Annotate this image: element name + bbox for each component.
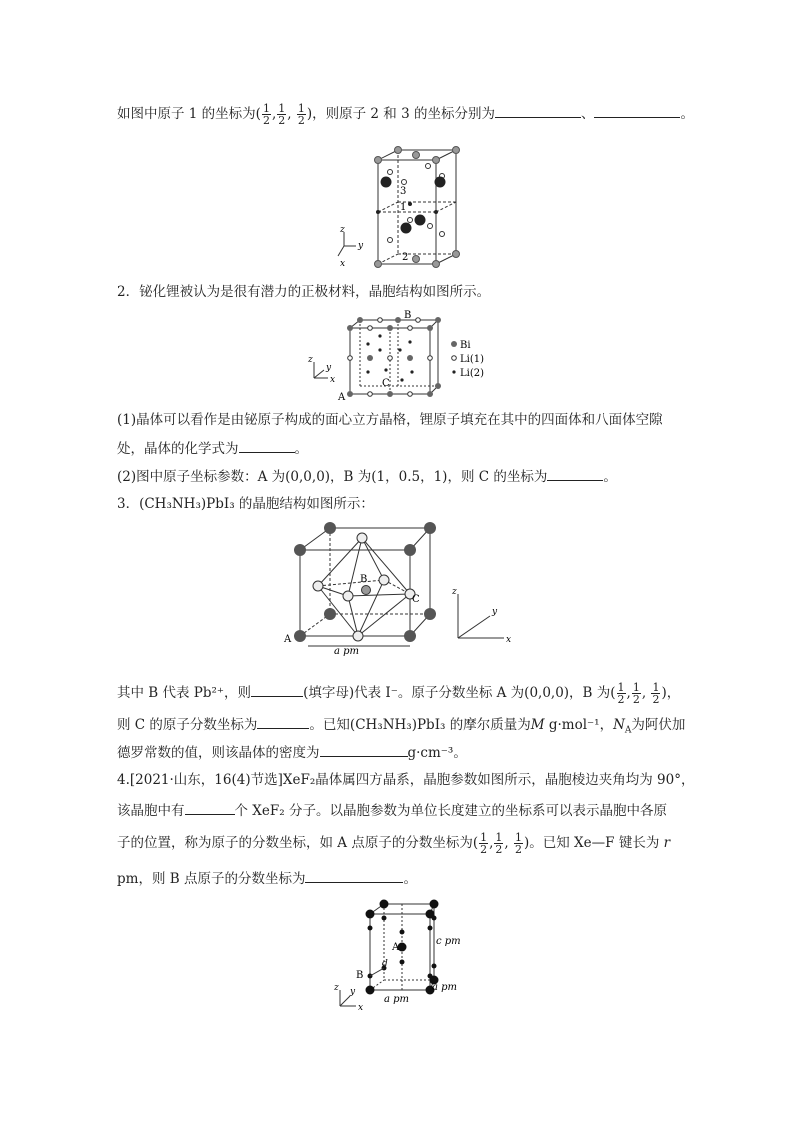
q1-crystal-figure [330, 142, 470, 274]
label-apm: a pm [334, 646, 360, 657]
answer-blank[interactable] [495, 103, 581, 118]
legend-li1: Li(1) [460, 354, 485, 365]
axis-z-label: z [340, 225, 345, 235]
q4-crystal-figure [326, 892, 476, 1016]
axis-x-label: x [340, 259, 346, 269]
label-apm1: a pm [384, 994, 410, 1005]
axis-z-label: z [452, 587, 457, 597]
axis-y-label: y [350, 987, 356, 997]
answer-blank[interactable] [239, 438, 295, 453]
axis-z-label: z [308, 355, 313, 365]
q4-l4: pm，则 B 点原子的分数坐标为 。 [117, 868, 417, 889]
q4-l3: 子的位置，称为原子的分数坐标，如 A 点原子的分数坐标为( $\frac{1}{2}$ , $\frac{1}{2}$ , $\frac{1}{2}$ )。已知 Xe—F 键长为 r [117, 831, 671, 856]
label-cpm: c pm [436, 936, 461, 947]
label-C: C [382, 378, 390, 389]
q3-stem: 3．(CH₃NH₃)PbI₃ 的晶胞结构如图所示： [117, 496, 374, 512]
q4-l1: 4.[2021·山东，16(4)节选]XeF₂晶体属四方晶系，晶胞参数如图所示，晶胞棱边夹角均为 90°， [117, 772, 695, 788]
q2-p2: (2)图中原子坐标参数：A 为(0,0,0)，B 为(1，0.5，1)，则 C 的坐标为 [117, 469, 548, 485]
label-d: d [382, 959, 388, 969]
q2-stem: 2．铋化锂被认为是很有潜力的正极材料，晶胞结构如图所示。 [117, 284, 491, 300]
answer-blank[interactable] [320, 742, 408, 757]
q3-l1: 其中 B 代表 Pb²⁺，则 (填字母)代表 I⁻。原子分数坐标 A 为(0,0,0)，B 为( $\frac{1}{2}$ , $\frac{1}{2}$ , $\frac{1}{2}$ )， [117, 681, 681, 706]
q2-p2-line [117, 466, 617, 487]
answer-blank[interactable] [185, 800, 235, 815]
q2-p1b: 处，晶体的化学式为 [117, 441, 239, 457]
q3-crystal-figure [280, 516, 520, 662]
q2-p1end: 。 [294, 441, 308, 457]
q2-p2end: 。 [603, 469, 617, 485]
answer-blank[interactable] [251, 682, 303, 697]
answer-blank[interactable] [547, 466, 603, 481]
q2-crystal-figure [300, 306, 500, 402]
label-A: A [284, 634, 292, 645]
frac: $\frac{1}{2}$ [278, 102, 286, 127]
label-apm2: a pm [432, 982, 458, 993]
axis-y-label: y [358, 241, 364, 251]
axis-x-label: x [358, 1003, 364, 1013]
frac: $\frac{1}{2}$ [262, 102, 270, 127]
legend-bi: Bi [460, 340, 471, 351]
label-B: B [360, 574, 368, 585]
q2-p1a: (1)晶体可以看作是由铋原子构成的面心立方晶格，锂原子填充在其中的四面体和八面体空隙 [117, 412, 663, 428]
frac: $\frac{1}{2}$ [297, 102, 305, 127]
q1-middle: )，则原子 2 和 3 的坐标分别为 [306, 106, 495, 122]
legend [451, 340, 484, 379]
answer-blank[interactable] [305, 868, 403, 883]
label-B: B [404, 310, 412, 321]
axis-x-label: x [330, 375, 336, 385]
answer-blank[interactable] [594, 103, 680, 118]
axis-y-label: y [492, 607, 498, 617]
q2-p1b-line [117, 438, 308, 459]
q1-sep: 、 [580, 106, 595, 122]
label-atom2: 2 [402, 252, 409, 263]
legend-li2: Li(2) [460, 368, 485, 379]
axis-z-label: z [334, 983, 339, 993]
q1-prefix: 如图中原子 1 的坐标为( [117, 106, 261, 122]
answer-blank[interactable] [257, 714, 309, 729]
label-B: B [356, 970, 364, 981]
q4-l2: 该晶胞中有 个 XeF₂ 分子。以晶胞参数为单位长度建立的坐标系可以表示晶胞中各原 [117, 800, 667, 821]
q3-l2: 则 C 的原子分数坐标为 。已知(CH₃NH₃)PbI₃ 的摩尔质量为M g·mol⁻¹，$N_A$为阿伏加 [117, 714, 685, 741]
q3-l3: 德罗常数的值，则该晶体的密度为 g·cm⁻³。 [117, 742, 467, 763]
axis-y-label: y [326, 363, 332, 373]
label-atom3: 3 [400, 186, 407, 197]
axis-x-label: x [506, 635, 512, 645]
label-C: C [412, 594, 420, 605]
label-atom1: 1 [400, 202, 407, 213]
q1-line: 如图中原子 1 的坐标为( $\frac{1}{2}$ , $\frac{1}{2}$ , $\frac{1}{2}$ )，则原子 2 和 3 的坐标分别为 、 。 [117, 102, 694, 127]
q1-end: 。 [680, 106, 694, 122]
label-A: A [338, 392, 346, 402]
label-A: A [392, 942, 400, 953]
